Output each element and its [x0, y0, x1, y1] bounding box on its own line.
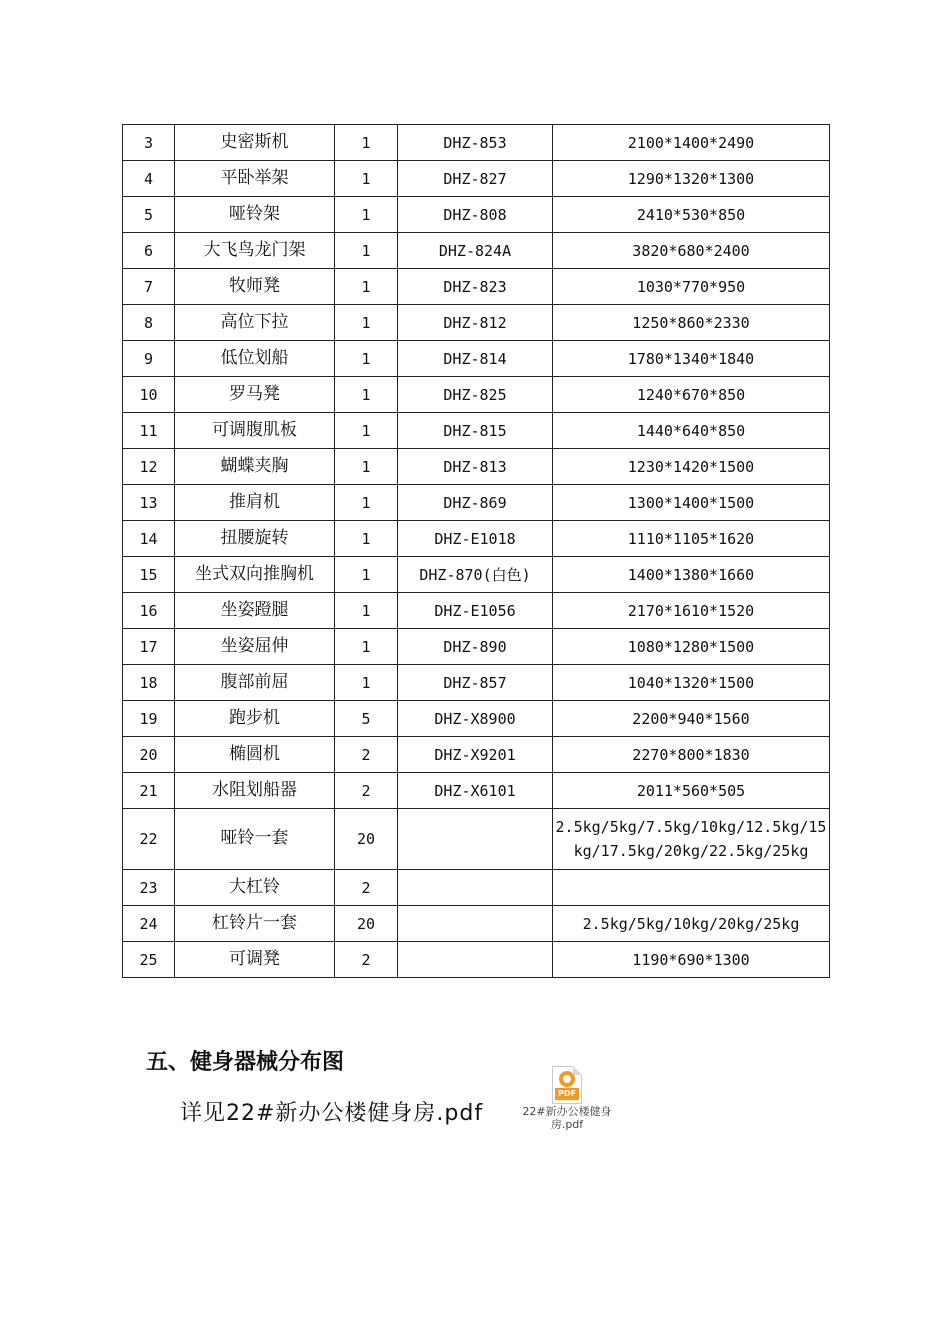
equipment-name-cell: 坐姿屈伸	[175, 629, 335, 665]
table-row	[123, 233, 830, 269]
table-row	[123, 485, 830, 521]
equipment-name-cell: 杠铃片一套	[175, 906, 335, 942]
quantity-cell: 2	[335, 870, 398, 906]
spec-cell: 2011*560*505	[553, 773, 830, 809]
reference-text: 详见22#新办公楼健身房.pdf	[180, 1101, 484, 1126]
quantity-cell: 1	[335, 161, 398, 197]
table-row	[123, 197, 830, 233]
quantity-cell: 1	[335, 629, 398, 665]
row-number-cell: 16	[123, 593, 175, 629]
table-row	[123, 737, 830, 773]
model-cell: DHZ-X8900	[398, 701, 553, 737]
row-number-cell: 6	[123, 233, 175, 269]
model-cell: DHZ-812	[398, 305, 553, 341]
row-number-cell: 12	[123, 449, 175, 485]
table-row	[123, 593, 830, 629]
table-row	[123, 557, 830, 593]
equipment-table-body	[123, 125, 830, 978]
spec-cell: 1230*1420*1500	[553, 449, 830, 485]
row-number-cell: 14	[123, 521, 175, 557]
row-number-cell: 5	[123, 197, 175, 233]
model-cell: DHZ-823	[398, 269, 553, 305]
model-cell: DHZ-X9201	[398, 737, 553, 773]
table-row	[123, 305, 830, 341]
equipment-name-cell: 哑铃一套	[175, 809, 335, 870]
spec-cell: 2410*530*850	[553, 197, 830, 233]
row-number-cell: 15	[123, 557, 175, 593]
quantity-cell: 1	[335, 125, 398, 161]
table-row	[123, 341, 830, 377]
spec-cell: 2.5kg/5kg/7.5kg/10kg/12.5kg/15kg/17.5kg/20kg/22.5kg/25kg	[553, 809, 830, 870]
table-row	[123, 125, 830, 161]
equipment-table	[122, 124, 830, 978]
table-row	[123, 521, 830, 557]
spec-cell: 1110*1105*1620	[553, 521, 830, 557]
table-row	[123, 161, 830, 197]
row-number-cell: 4	[123, 161, 175, 197]
equipment-name-cell: 扭腰旋转	[175, 521, 335, 557]
table-row	[123, 701, 830, 737]
equipment-name-cell: 蝴蝶夹胸	[175, 449, 335, 485]
table-row	[123, 629, 830, 665]
row-number-cell: 7	[123, 269, 175, 305]
equipment-name-cell: 大杠铃	[175, 870, 335, 906]
model-cell: DHZ-E1018	[398, 521, 553, 557]
equipment-name-cell: 椭圆机	[175, 737, 335, 773]
quantity-cell: 2	[335, 737, 398, 773]
spec-cell: 1080*1280*1500	[553, 629, 830, 665]
table-row	[123, 906, 830, 942]
table-row	[123, 377, 830, 413]
model-cell: DHZ-813	[398, 449, 553, 485]
model-cell: DHZ-853	[398, 125, 553, 161]
model-cell	[398, 809, 553, 870]
equipment-name-cell: 高位下拉	[175, 305, 335, 341]
spec-cell: 2200*940*1560	[553, 701, 830, 737]
model-cell: DHZ-814	[398, 341, 553, 377]
table-row	[123, 870, 830, 906]
spec-cell: 3820*680*2400	[553, 233, 830, 269]
row-number-cell: 3	[123, 125, 175, 161]
equipment-name-cell: 水阻划船器	[175, 773, 335, 809]
spec-cell: 1300*1400*1500	[553, 485, 830, 521]
equipment-name-cell: 史密斯机	[175, 125, 335, 161]
pdf-file-icon[interactable]	[552, 1066, 582, 1104]
spec-cell: 1240*670*850	[553, 377, 830, 413]
model-cell	[398, 942, 553, 978]
model-cell	[398, 870, 553, 906]
model-cell	[398, 906, 553, 942]
row-number-cell: 21	[123, 773, 175, 809]
attachment-label-line2: 房.pdf	[550, 1118, 584, 1131]
quantity-cell: 1	[335, 305, 398, 341]
row-number-cell: 18	[123, 665, 175, 701]
quantity-cell: 1	[335, 197, 398, 233]
quantity-cell: 1	[335, 341, 398, 377]
model-cell: DHZ-825	[398, 377, 553, 413]
spec-cell: 2170*1610*1520	[553, 593, 830, 629]
row-number-cell: 19	[123, 701, 175, 737]
spec-cell	[553, 870, 830, 906]
attachment-label-line1: 22#新办公楼健身	[522, 1105, 612, 1118]
row-number-cell: 17	[123, 629, 175, 665]
equipment-name-cell: 腹部前屈	[175, 665, 335, 701]
quantity-cell: 1	[335, 269, 398, 305]
quantity-cell: 1	[335, 377, 398, 413]
equipment-name-cell: 牧师凳	[175, 269, 335, 305]
quantity-cell: 1	[335, 521, 398, 557]
quantity-cell: 1	[335, 665, 398, 701]
row-number-cell: 25	[123, 942, 175, 978]
model-cell: DHZ-808	[398, 197, 553, 233]
pdf-badge: PDF	[555, 1088, 579, 1100]
equipment-name-cell: 可调凳	[175, 942, 335, 978]
quantity-cell: 2	[335, 942, 398, 978]
spec-cell: 2100*1400*2490	[553, 125, 830, 161]
row-number-cell: 11	[123, 413, 175, 449]
quantity-cell: 1	[335, 485, 398, 521]
equipment-name-cell: 跑步机	[175, 701, 335, 737]
model-cell: DHZ-X6101	[398, 773, 553, 809]
table-row	[123, 773, 830, 809]
model-cell: DHZ-857	[398, 665, 553, 701]
spec-cell: 1250*860*2330	[553, 305, 830, 341]
page-fold-icon	[573, 1066, 582, 1075]
row-number-cell: 24	[123, 906, 175, 942]
quantity-cell: 1	[335, 557, 398, 593]
quantity-cell: 5	[335, 701, 398, 737]
model-cell: DHZ-827	[398, 161, 553, 197]
row-number-cell: 9	[123, 341, 175, 377]
pdf-attachment[interactable]	[512, 1066, 622, 1131]
spec-cell: 1400*1380*1660	[553, 557, 830, 593]
quantity-cell: 20	[335, 809, 398, 870]
spec-cell: 2.5kg/5kg/10kg/20kg/25kg	[553, 906, 830, 942]
equipment-name-cell: 坐姿蹬腿	[175, 593, 335, 629]
table-row	[123, 942, 830, 978]
model-cell: DHZ-869	[398, 485, 553, 521]
reader-logo-icon	[559, 1071, 575, 1087]
spec-cell: 1040*1320*1500	[553, 665, 830, 701]
quantity-cell: 2	[335, 773, 398, 809]
table-row	[123, 413, 830, 449]
model-cell: DHZ-870(白色)	[398, 557, 553, 593]
equipment-name-cell: 可调腹肌板	[175, 413, 335, 449]
equipment-name-cell: 平卧举架	[175, 161, 335, 197]
quantity-cell: 1	[335, 593, 398, 629]
row-number-cell: 20	[123, 737, 175, 773]
table-row	[123, 449, 830, 485]
section-heading: 五、健身器械分布图	[146, 1050, 345, 1075]
spec-cell: 1190*690*1300	[553, 942, 830, 978]
spec-cell: 1440*640*850	[553, 413, 830, 449]
row-number-cell: 8	[123, 305, 175, 341]
row-number-cell: 10	[123, 377, 175, 413]
table-row	[123, 269, 830, 305]
model-cell: DHZ-824A	[398, 233, 553, 269]
row-number-cell: 13	[123, 485, 175, 521]
row-number-cell: 22	[123, 809, 175, 870]
table-row	[123, 665, 830, 701]
row-number-cell: 23	[123, 870, 175, 906]
equipment-name-cell: 坐式双向推胸机	[175, 557, 335, 593]
equipment-name-cell: 推肩机	[175, 485, 335, 521]
quantity-cell: 1	[335, 413, 398, 449]
spec-cell: 2270*800*1830	[553, 737, 830, 773]
model-cell: DHZ-890	[398, 629, 553, 665]
equipment-name-cell: 低位划船	[175, 341, 335, 377]
attachment-label[interactable]	[512, 1105, 622, 1131]
spec-cell: 1780*1340*1840	[553, 341, 830, 377]
model-cell: DHZ-815	[398, 413, 553, 449]
table-row	[123, 809, 830, 870]
equipment-name-cell: 哑铃架	[175, 197, 335, 233]
quantity-cell: 1	[335, 449, 398, 485]
spec-cell: 1030*770*950	[553, 269, 830, 305]
equipment-name-cell: 罗马凳	[175, 377, 335, 413]
quantity-cell: 20	[335, 906, 398, 942]
model-cell: DHZ-E1056	[398, 593, 553, 629]
quantity-cell: 1	[335, 233, 398, 269]
spec-cell: 1290*1320*1300	[553, 161, 830, 197]
equipment-name-cell: 大飞鸟龙门架	[175, 233, 335, 269]
